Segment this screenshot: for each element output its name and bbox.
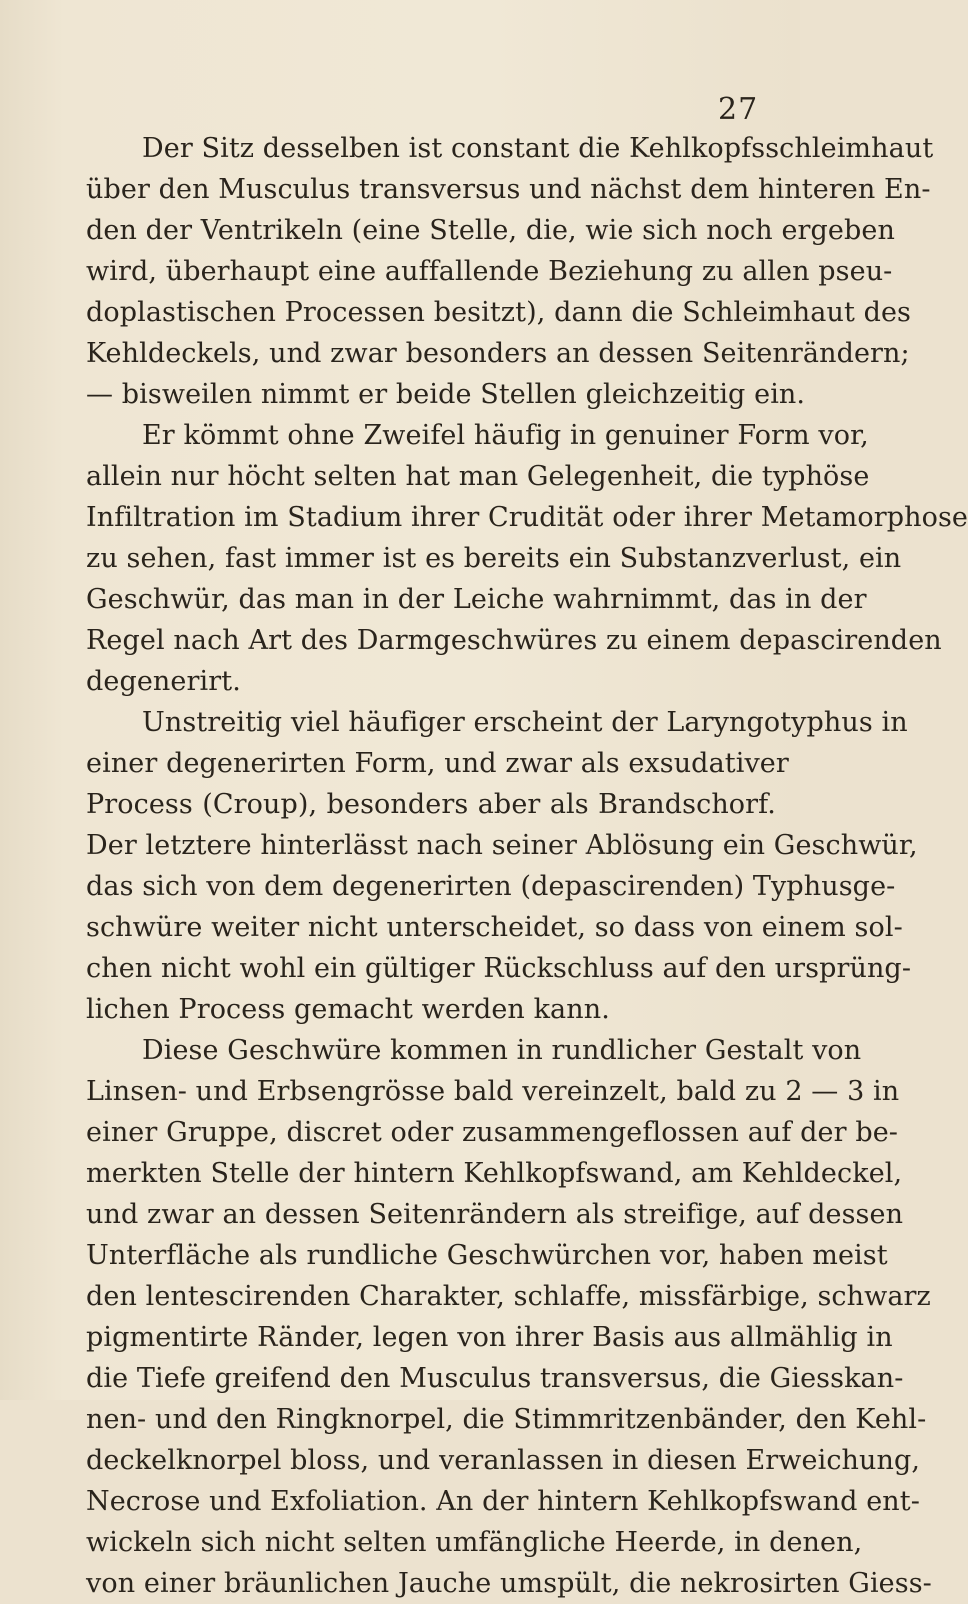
text-line: chen nicht wohl ein gültiger Rückschluss auf den ursprüng- — [86, 953, 912, 984]
text-line: Der Sitz desselben ist constant die Kehlkopfsschleimhaut — [142, 133, 934, 164]
text-line: merkten Stelle der hintern Kehlkopfswand, am Kehldeckel, — [86, 1158, 903, 1189]
text-line: Geschwür, das man in der Leiche wahrnimmt, das in der — [86, 584, 867, 615]
text-line: Linsen- und Erbsengrösse bald vereinzelt, bald zu 2 — 3 in — [86, 1076, 900, 1107]
text-line: Infiltration im Stadium ihrer Crudität oder ihrer Metamorphose — [86, 502, 968, 533]
text-line: den der Ventrikeln (eine Stelle, die, wie sich noch ergeben — [86, 215, 895, 246]
text-line: das sich von dem degenerirten (depascirenden) Typhusge- — [86, 871, 896, 902]
text-line: Er kömmt ohne Zweifel häufig in genuiner Form vor, — [142, 420, 869, 451]
text-line: die Tiefe greifend den Musculus transversus, die Giesskan- — [86, 1363, 904, 1394]
text-line: einer degenerirten Form, und zwar als exsudativer — [86, 748, 789, 779]
text-line: schwüre weiter nicht unterscheidet, so dass von einem sol- — [86, 912, 903, 943]
text-line: wird, überhaupt eine auffallende Beziehung zu allen pseu- — [86, 256, 893, 287]
text-line: Necrose und Exfoliation. An der hintern Kehlkopfswand ent- — [86, 1486, 920, 1517]
text-line: den lentescirenden Charakter, schlaffe, missfärbige, schwarz — [86, 1281, 931, 1312]
page-number: 27 — [718, 92, 759, 127]
body-text — [86, 128, 968, 1604]
text-line: Unterfläche als rundliche Geschwürchen vor, haben meist — [86, 1240, 888, 1271]
text-line: über den Musculus transversus und nächst dem hinteren En- — [86, 174, 931, 205]
text-line: degenerirt. — [86, 666, 241, 697]
text-line: doplastischen Processen besitzt), dann die Schleimhaut des — [86, 297, 911, 328]
text-line: pigmentirte Ränder, legen von ihrer Basis aus allmählig in — [86, 1322, 893, 1353]
text-line: deckelknorpel bloss, und veranlassen in diesen Erweichung, — [86, 1445, 921, 1476]
text-line: allein nur höcht selten hat man Gelegenheit, die typhöse — [86, 461, 870, 492]
text-line: wickeln sich nicht selten umfängliche Heerde, in denen, — [86, 1527, 863, 1558]
text-line: Regel nach Art des Darmgeschwüres zu einem depascirenden — [86, 625, 942, 656]
text-line: lichen Process gemacht werden kann. — [86, 994, 610, 1025]
text-line: Der letztere hinterlässt nach seiner Ablösung ein Geschwür, — [86, 830, 918, 861]
text-line: zu sehen, fast immer ist es bereits ein Substanzverlust, ein — [86, 543, 902, 574]
text-line: einer Gruppe, discret oder zusammengeflossen auf der be- — [86, 1117, 899, 1148]
text-line: von einer bräunlichen Jauche umspült, die nekrosirten Giess- — [86, 1568, 932, 1599]
text-line: und zwar an dessen Seitenrändern als streifige, auf dessen — [86, 1199, 904, 1230]
text-line: Process (Croup), besonders aber als Brandschorf. — [86, 789, 776, 820]
text-line: Diese Geschwüre kommen in rundlicher Gestalt von — [142, 1035, 862, 1066]
text-line: — bisweilen nimmt er beide Stellen gleichzeitig ein. — [86, 379, 806, 410]
text-line: Kehldeckels, und zwar besonders an dessen Seitenrändern; — [86, 338, 910, 369]
text-line: Unstreitig viel häufiger erscheint der Laryngotyphus in — [142, 707, 908, 738]
text-line: nen- und den Ringknorpel, die Stimmritzenbänder, den Kehl- — [86, 1404, 927, 1435]
